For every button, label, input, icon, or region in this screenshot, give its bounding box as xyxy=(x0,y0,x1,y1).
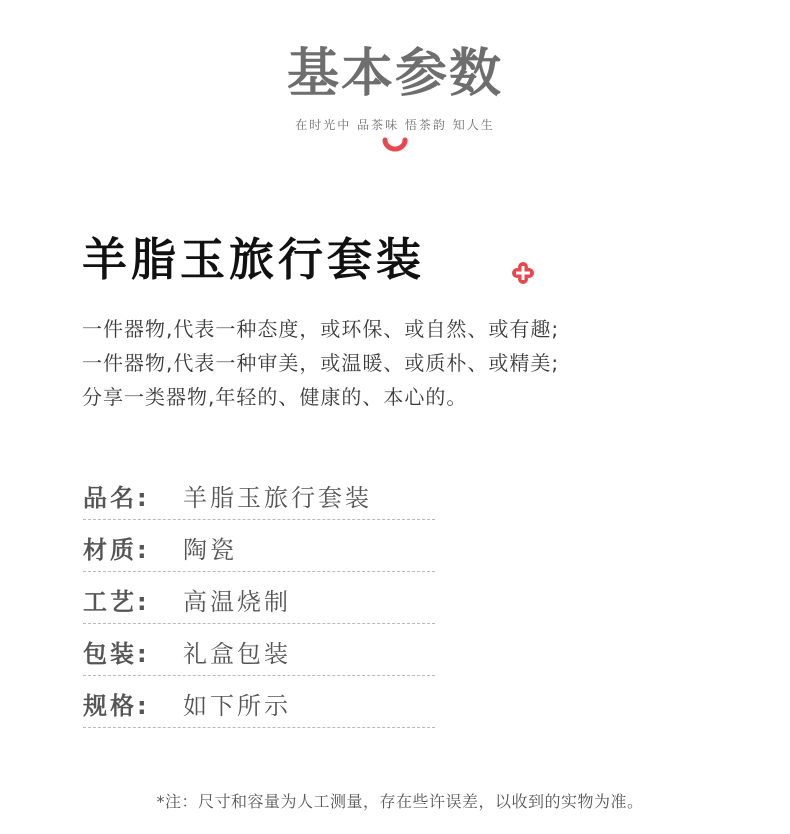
spec-value: 如下所示 xyxy=(183,692,291,720)
spec-row-size xyxy=(83,676,435,728)
flower-icon xyxy=(511,261,535,285)
product-title: 羊脂玉旅行套装 xyxy=(82,233,426,286)
spec-value: 高温烧制 xyxy=(183,588,291,616)
spec-row-craft xyxy=(83,572,435,624)
spec-key: 品名: xyxy=(83,484,150,512)
spec-key: 规格: xyxy=(83,692,150,720)
spec-row-material xyxy=(83,520,435,572)
description-line: 一件器物,代表一种态度，或环保、或自然、或有趣; xyxy=(82,317,560,341)
footnote: *注：尺寸和容量为人工测量，存在些许误差，以收到的实物为准。 xyxy=(156,792,644,811)
description-line: 分享一类器物,年轻的、健康的、本心的。 xyxy=(82,385,468,409)
page-title: 基本参数 xyxy=(286,43,503,104)
page-subtitle: 在时光中 品茶味 悟茶韵 知人生 xyxy=(295,118,495,132)
description-line: 一件器物,代表一种审美，或温暖、或质朴、或精美; xyxy=(82,351,560,375)
spec-value: 陶瓷 xyxy=(183,536,237,564)
spec-key: 包装: xyxy=(83,640,150,668)
spec-value: 礼盒包装 xyxy=(183,640,291,668)
spec-row-name xyxy=(83,468,435,520)
product-description xyxy=(82,312,722,414)
spec-list xyxy=(83,468,435,728)
spec-value: 羊脂玉旅行套装 xyxy=(183,484,372,512)
spec-row-packaging xyxy=(83,624,435,676)
spec-key: 工艺: xyxy=(83,588,150,616)
red-arc-decoration xyxy=(381,136,409,156)
spec-key: 材质: xyxy=(83,536,150,564)
